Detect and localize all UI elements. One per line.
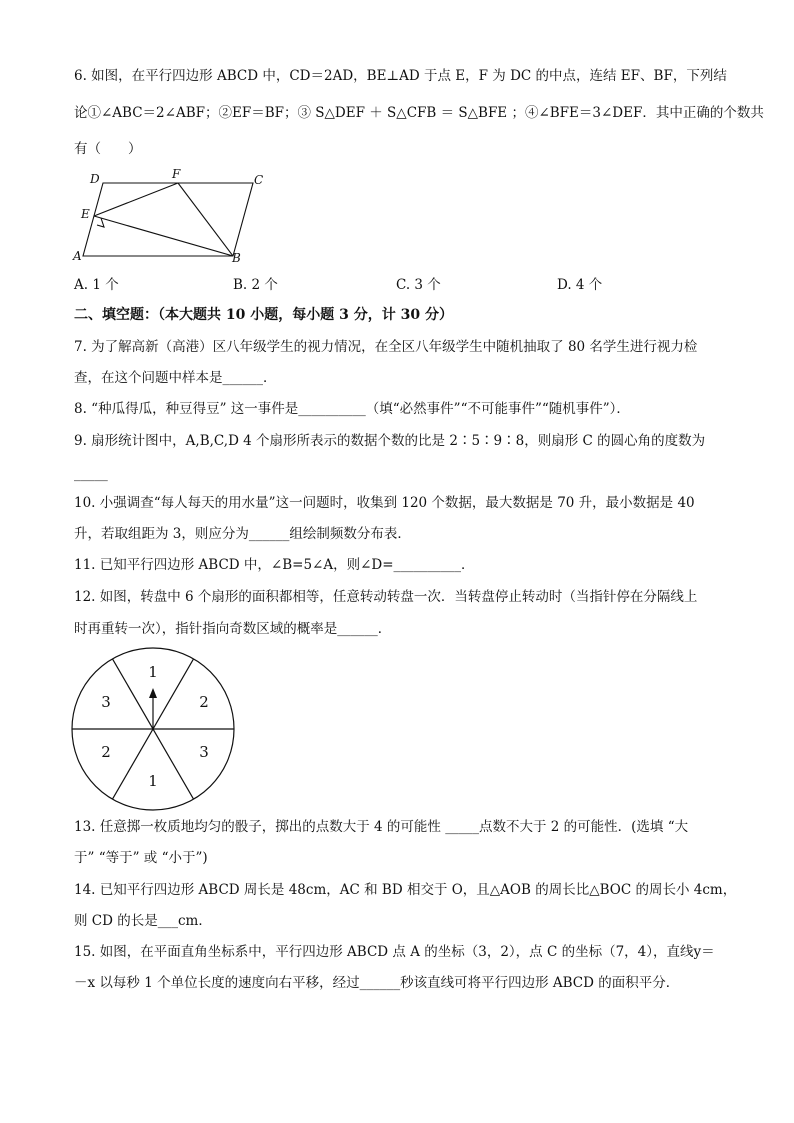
label-e: E — [81, 207, 90, 221]
q10-line1: 10. 小强调查“每人每天的用水量”这一问题时，收集到 120 个数据，最大数据是 70 升，最小数据是 40 — [74, 495, 695, 511]
segment-be — [94, 216, 233, 256]
q14-line1: 14. 已知平行四边形 ABCD 周长是 48cm，AC 和 BD 相交于 O，且△AOB 的周长比△BOC 的周长小 4cm， — [74, 882, 737, 898]
segment-ef — [94, 183, 178, 216]
segment-bf — [178, 183, 233, 256]
q6-line2: 论①∠ABC＝2∠ABF；②EF＝BF；③ S△DEF ＋ S△CFB ＝ S△BFE ；④∠BFE＝3∠DEF．其中正确的个数共 — [74, 105, 764, 121]
q9-line1: 9. 扇形统计图中，A,B,C,D 4 个扇形所表示的数据个数的比是 2∶5∶9∶8，则扇形 C 的圆心角的度数为 — [74, 433, 706, 449]
q8-line1: 8. “种瓜得瓜，种豆得豆” 这一事件是__________（填“必然事件”“不可能事件”“随机事件”）． — [74, 401, 630, 417]
q9-line2: _____ — [74, 466, 108, 482]
sector-label-lower-right: 3 — [199, 743, 209, 761]
q6-option-a: A. 1 个 — [74, 277, 119, 293]
q7-line1: 7. 为了解高新（高港）区八年级学生的视力情况，在全区八年级学生中随机抽取了 80 名学生进行视力检 — [74, 339, 698, 355]
q15-line2: －x 以每秒 1 个单位长度的速度向右平移，经过______秒该直线可将平行四边形 ABCD 的面积平分． — [74, 975, 680, 991]
right-angle-mark — [97, 218, 104, 227]
label-a: A — [73, 249, 82, 263]
sector-label-lower-left: 2 — [101, 743, 111, 761]
pointer-arrow-head — [149, 688, 157, 698]
q13-line1: 13. 任意掷一枚质地均匀的骰子，掷出的点数大于 4 的可能性 _____点数不大于 2 的可能性．(选填 “大 — [74, 819, 689, 835]
q13-line2: 于” “等于” 或 “小于”) — [74, 850, 208, 866]
spinner-figure — [68, 644, 238, 814]
q6-line3: 有（ ） — [74, 141, 142, 157]
sector-label-top: 1 — [148, 663, 158, 681]
q15-line1: 15. 如图，在平面直角坐标系中，平行四边形 ABCD 点 A 的坐标（3，2），点 C 的坐标（7，4），直线y＝ — [74, 944, 715, 960]
q6-line1: 6. 如图，在平行四边形 ABCD 中，CD＝2AD，BE⊥AD 于点 E，F 为 DC 的中点，连结 EF、BF，下列结 — [74, 68, 727, 84]
q11-line1: 11. 已知平行四边形 ABCD 中，∠B=5∠A，则∠D=__________． — [74, 557, 475, 573]
sector-label-upper-left: 3 — [101, 693, 111, 711]
label-d: D — [90, 172, 100, 186]
q12-line2: 时再重转一次），指针指向奇数区域的概率是______． — [74, 621, 392, 637]
label-c: C — [254, 173, 264, 187]
q10-line2: 升，若取组距为 3，则应分为______组绘制频数分布表． — [74, 526, 411, 542]
parallelogram-abcd — [83, 183, 253, 256]
q6-option-b: B. 2 个 — [233, 277, 278, 293]
q6-option-c: C. 3 个 — [396, 277, 441, 293]
q6-option-d: D. 4 个 — [557, 277, 603, 293]
label-b: B — [232, 251, 241, 265]
label-f: F — [172, 167, 181, 181]
sector-label-upper-right: 2 — [199, 693, 209, 711]
sector-label-bottom: 1 — [148, 772, 158, 790]
section-heading: 二、填空题：（本大题共 10 小题，每小题 3 分，计 30 分） — [74, 307, 453, 323]
q7-line2: 查，在这个问题中样本是______． — [74, 370, 277, 386]
parallelogram-figure — [72, 166, 272, 266]
q12-line1: 12. 如图，转盘中 6 个扇形的面积都相等，任意转动转盘一次．当转盘停止转动时（当指针停在分隔线上 — [74, 589, 698, 605]
q14-line2: 则 CD 的长是___cm． — [74, 913, 212, 929]
